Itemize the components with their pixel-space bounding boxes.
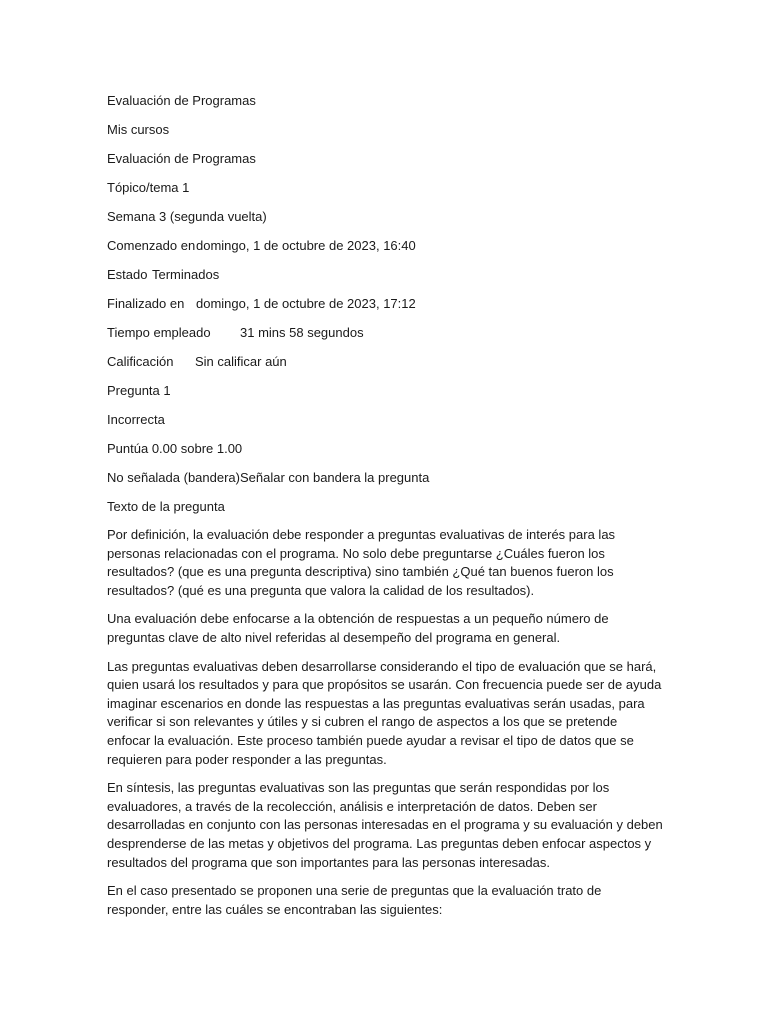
time-row [107, 323, 663, 342]
question-paragraph: Las preguntas evaluativas deben desarrollarse considerando el tipo de evaluación que se hará, quien usará los resultados y para que propósitos se usarán. Con frecuencia puede ser de ayuda imaginar escenarios en donde las respuestas a las preguntas evaluativas serán usadas, para verificar si son relevantes y útiles y si cubren el rango de aspectos a los que se pretende enfocar la evaluación. Este proceso también puede ayudar a revisar el tipo de datos que se requieren para poder responder a las preguntas. [107, 658, 662, 767]
question-paragraph: En síntesis, las preguntas evaluativas son las preguntas que serán respondidas por los evaluadores, a través de la recolección, análisis e interpretación de datos. Deben ser desarrolladas en conjunto con las personas interesadas en el programa y su evaluación y deben desprenderse de las metas y objetivos del programa. Las preguntas deben enfocar aspectos y resultados del programa que son importantes para las personas interesadas. [107, 780, 663, 870]
question-paragraph: En el caso presentado se proponen una serie de preguntas que la evaluación trato de responder, entre las cuáles se encontraban las siguientes: [107, 883, 602, 917]
finished-value: domingo, 1 de octubre de 2023, 17:12 [196, 296, 416, 311]
grade-label: Calificación [107, 354, 174, 369]
question-score: Puntúa 0.00 sobre 1.00 [107, 441, 243, 456]
course-title: Evaluación de Programas [107, 93, 256, 108]
state-row [107, 265, 663, 284]
question-paragraph: Por definición, la evaluación debe responder a preguntas evaluativas de interés para las personas relacionadas con el programa. No solo debe preguntarse ¿Cuáles fueron los resultados? (que es una pregunta descriptiva) sino también ¿Qué tan buenos fueron los resultados? (qué es una pregunta que valora la calidad de los resultados). [107, 527, 616, 598]
time-label: Tiempo empleado [107, 325, 211, 340]
breadcrumb-my-courses: Mis cursos [107, 122, 170, 137]
finished-label: Finalizado en [107, 296, 185, 311]
breadcrumb-topic: Tópico/tema 1 [107, 180, 190, 195]
started-label: Comenzado en [107, 238, 196, 253]
time-value: 31 mins 58 segundos [240, 325, 364, 340]
question-text-heading: Texto de la pregunta [107, 499, 225, 514]
started-row [107, 236, 663, 255]
question-status: Incorrecta [107, 412, 165, 427]
finished-row [107, 294, 663, 313]
state-label: Estado [107, 267, 148, 282]
started-value: domingo, 1 de octubre de 2023, 16:40 [196, 238, 416, 253]
question-number: Pregunta 1 [107, 383, 171, 398]
grade-row [107, 352, 663, 371]
breadcrumb-quiz: Semana 3 (segunda vuelta) [107, 209, 267, 224]
question-paragraph: Una evaluación debe enfocarse a la obtención de respuestas a un pequeño número de preguntas clave de alto nivel referidas al desempeño del programa en general. [107, 611, 609, 645]
state-value: Terminados [152, 267, 220, 282]
breadcrumb-course: Evaluación de Programas [107, 151, 256, 166]
flag-question-link[interactable]: No señalada (bandera)Señalar con bandera la pregunta [107, 470, 430, 485]
document-body [107, 91, 663, 919]
grade-value: Sin calificar aún [195, 354, 287, 369]
